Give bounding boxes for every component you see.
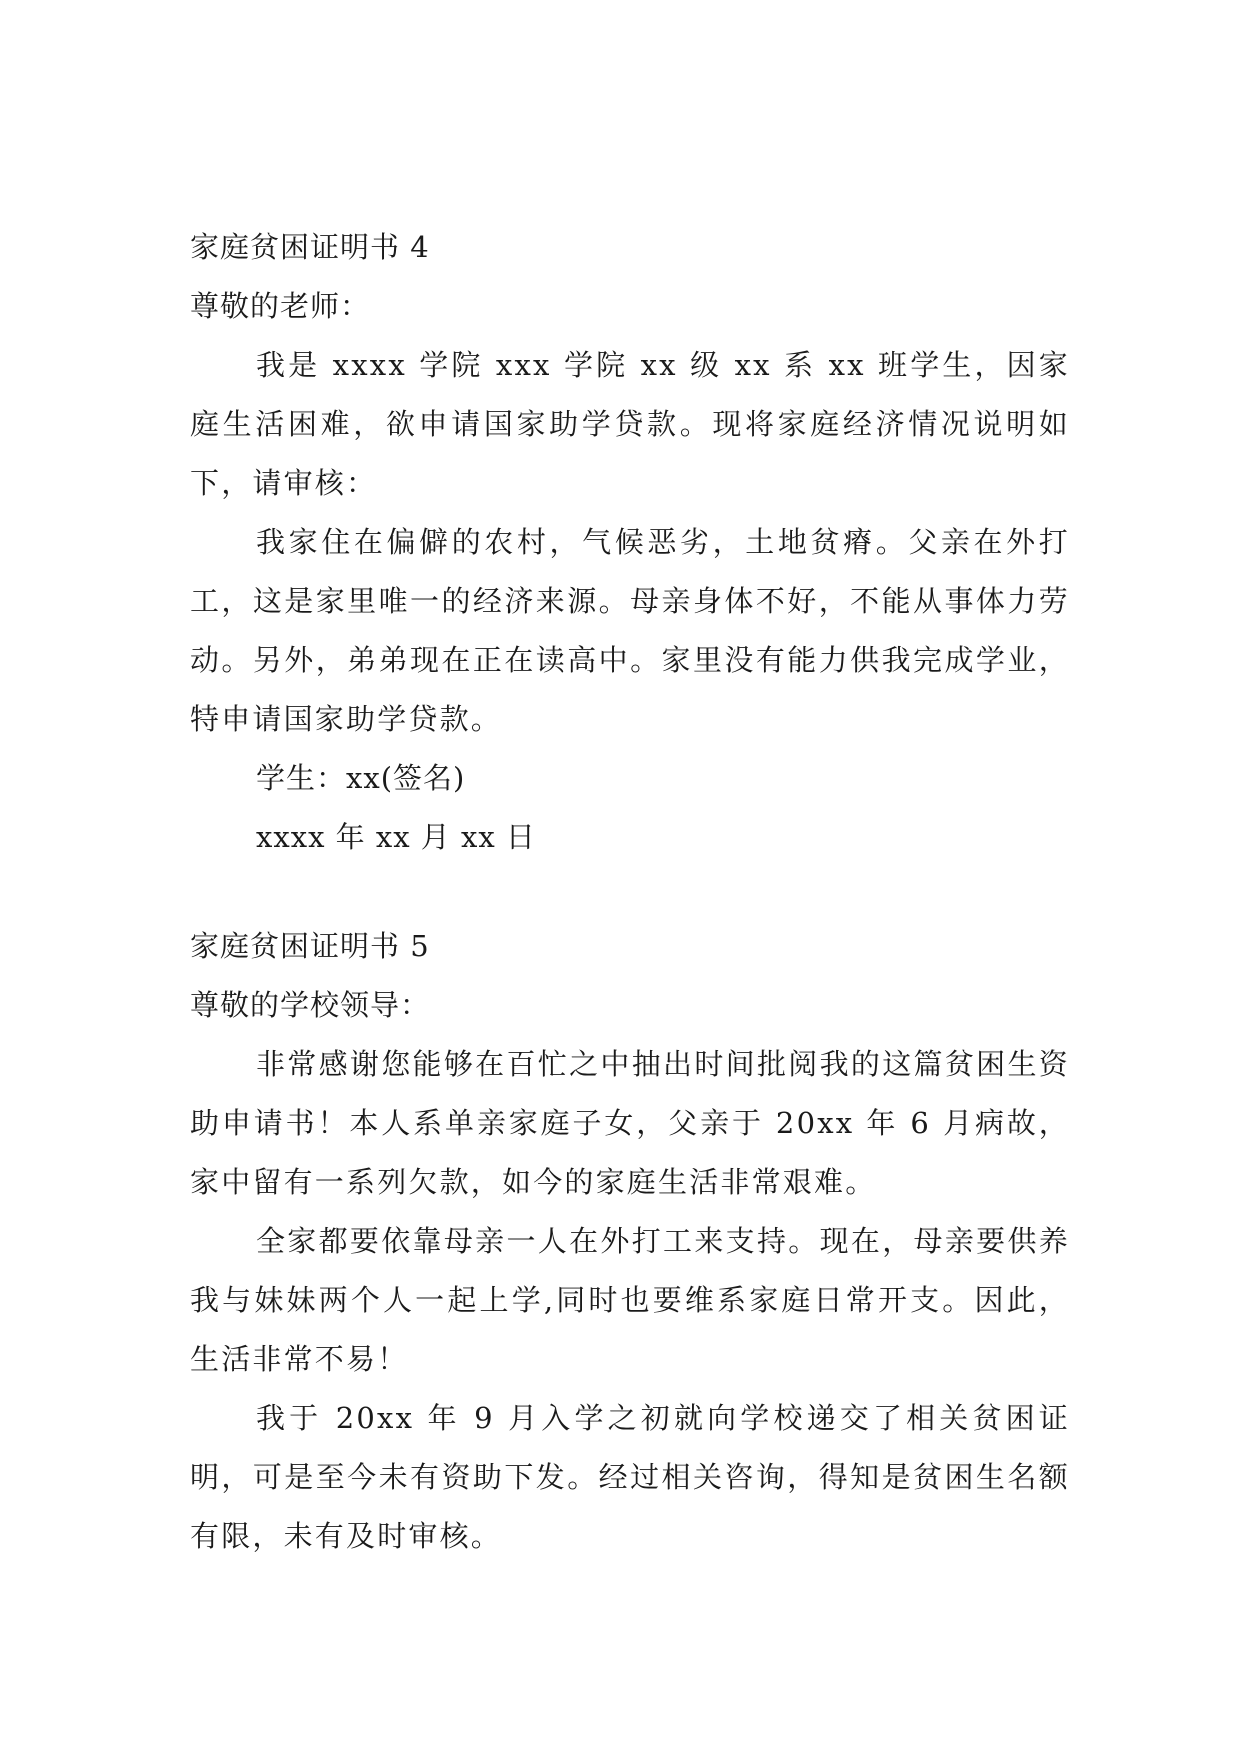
body-paragraph: 我家住在偏僻的农村，气候恶劣，土地贫瘠。父亲在外打工，这是家里唯一的经济来源。母亲身体不好，不能从事体力劳动。另外，弟弟现在正在读高中。家里没有能力供我完成学业，特申请国家助学贷款。: [190, 525, 1070, 736]
signature: 学生：xx(签名): [256, 761, 466, 795]
letter-title: 家庭贫困证明书 4: [190, 230, 430, 264]
salutation: 尊敬的学校领导：: [190, 988, 431, 1022]
body-paragraph: 非常感谢您能够在百忙之中抽出时间批阅我的这篇贫困生资助申请书！本人系单亲家庭子女，父亲于 20xx 年 6 月病故，家中留有一系列欠款，如今的家庭生活非常艰难。: [190, 1047, 1070, 1199]
body-paragraph: 全家都要依靠母亲一人在外打工来支持。现在，母亲要供养我与妹妹两个人一起上学,同时也要维系家庭日常开支。因此，生活非常不易！: [190, 1224, 1070, 1376]
salutation: 尊敬的老师：: [190, 289, 371, 323]
body-paragraph: 我于 20xx 年 9 月入学之初就向学校递交了相关贫困证明，可是至今未有资助下发。经过相关咨询，得知是贫困生名额有限，未有及时审核。: [190, 1401, 1070, 1553]
date: xxxx 年 xx 月 xx 日: [256, 820, 536, 854]
body-paragraph: 我是 xxxx 学院 xxx 学院 xx 级 xx 系 xx 班学生，因家庭生活困难，欲申请国家助学贷款。现将家庭经济情况说明如下，请审核：: [190, 348, 1070, 500]
letter-title: 家庭贫困证明书 5: [190, 929, 430, 963]
letter-section-4: [190, 218, 1070, 867]
letter-section-5: [190, 917, 1070, 1566]
